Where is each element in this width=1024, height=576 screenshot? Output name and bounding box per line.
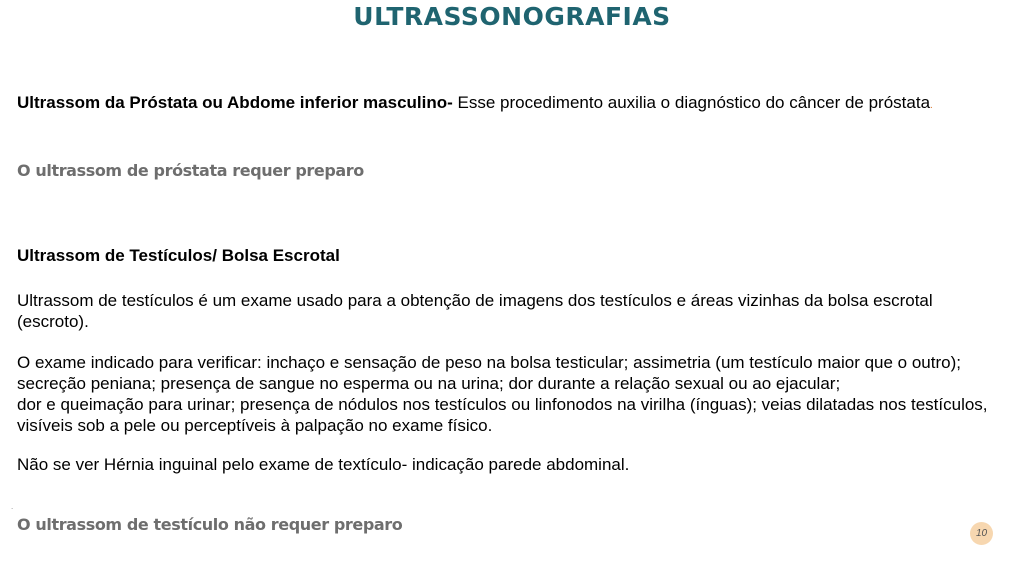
page-number-badge: 10 — [970, 522, 993, 545]
slide-title: ULTRASSONOGRAFIAS — [353, 2, 671, 31]
testicles-prep-note: O ultrassom de testículo não requer preparo — [17, 515, 403, 534]
testicles-indications-line1: O exame indicado para verificar: inchaço e sensação de peso na bolsa testicular; assimetria (um testículo maior que o outro); secreção peniana; presença de sangue no esperma ou na urina; dor durante a relação sexual ou ao ejacular; — [17, 353, 961, 393]
prostate-trailing-mark: . — [930, 100, 933, 111]
prostate-prep-note: O ultrassom de próstata requer preparo — [17, 161, 364, 180]
hernia-note: Não se ver Hérnia inguinal pelo exame de textículo- indicação parede abdominal. — [17, 455, 630, 474]
testicles-indications — [17, 352, 997, 436]
stray-mark: . — [11, 502, 14, 511]
prostate-heading: Ultrassom da Próstata ou Abdome inferior masculino- — [17, 93, 453, 112]
testicles-description: Ultrassom de testículos é um exame usado para a obtenção de imagens dos testículos e áreas vizinhas da bolsa escrotal (escroto). — [17, 291, 933, 331]
prostate-text: Esse procedimento auxilia o diagnóstico do câncer de próstata — [452, 93, 931, 112]
testicles-heading: Ultrassom de Testículos/ Bolsa Escrotal — [17, 246, 340, 265]
prostate-paragraph — [17, 92, 997, 116]
testicles-indications-line2: dor e queimação para urinar; presença de nódulos nos testículos ou linfonodos na virilha (ínguas); veias dilatadas nos testículos, visíveis sob a pele ou perceptíveis à palpação no exame físico. — [17, 395, 988, 435]
